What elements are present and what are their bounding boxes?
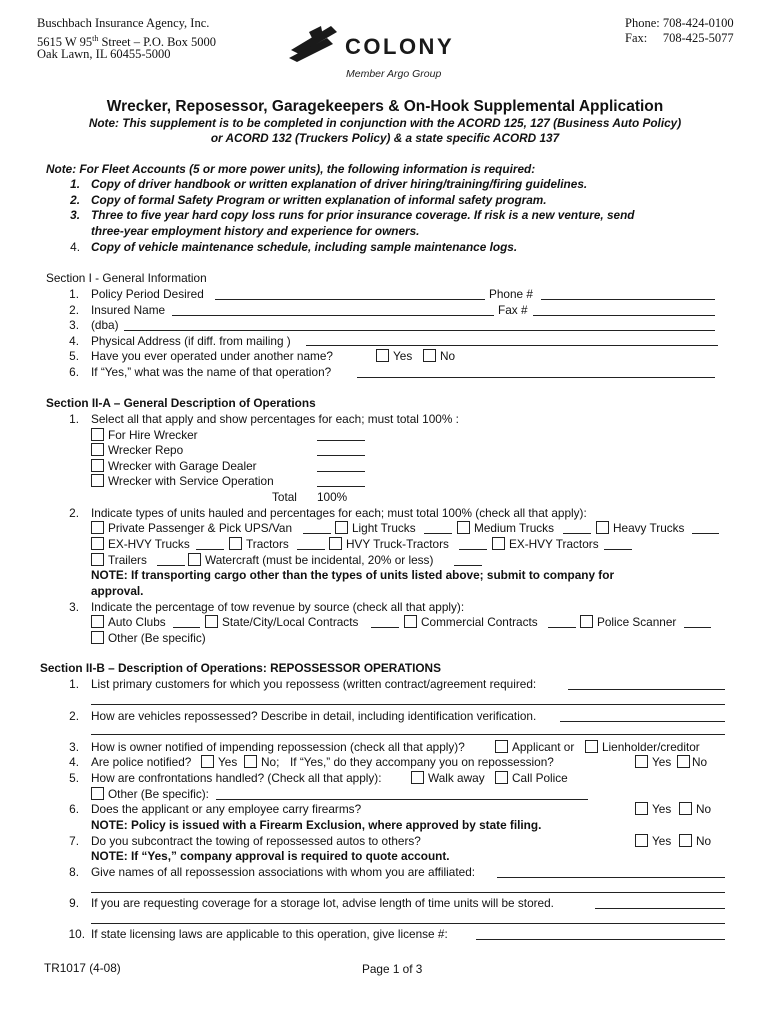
checkbox[interactable] <box>229 537 242 550</box>
associations-field[interactable] <box>497 877 725 878</box>
source-auto-clubs[interactable]: Auto Clubs <box>91 615 166 630</box>
pct-field[interactable] <box>173 627 200 628</box>
police-accompany-yes[interactable]: Yes <box>635 755 671 770</box>
primary-customers-field[interactable] <box>568 689 725 690</box>
pct-field[interactable] <box>196 549 224 550</box>
fleet-item: Copy of vehicle maintenance schedule, including sample maintenance logs. <box>91 240 518 254</box>
associations-label: Give names of all repossession associations with whom you are affiliated: <box>91 865 476 879</box>
agency-fax: Fax: 708-425-5077 <box>625 31 734 45</box>
phone-field[interactable] <box>541 299 715 300</box>
checkbox[interactable] <box>376 349 389 362</box>
agency-city: Oak Lawn, IL 60455-5000 <box>37 47 171 61</box>
pct-field[interactable] <box>604 549 632 550</box>
operation-name-field[interactable] <box>357 377 715 378</box>
checkbox[interactable] <box>335 521 348 534</box>
pct-field[interactable] <box>684 627 711 628</box>
firearms-yes[interactable]: Yes <box>635 802 671 817</box>
unit-hvy-truck-tractors[interactable]: HVY Truck-Tractors <box>329 537 449 552</box>
checkbox[interactable] <box>495 771 508 784</box>
checkbox[interactable] <box>91 631 104 644</box>
primary-customers-field-2[interactable] <box>91 704 725 705</box>
operation-name-label: If “Yes,” what was the name of that operation? <box>91 365 332 379</box>
confront-other-field[interactable] <box>216 799 588 800</box>
source-police-scanner[interactable]: Police Scanner <box>580 615 676 630</box>
opt-wrecker-garage-dealer[interactable]: Wrecker with Garage Dealer <box>91 459 257 474</box>
firearms-no[interactable]: No <box>679 802 711 817</box>
checkbox[interactable] <box>201 755 214 768</box>
operations-select-question: Select all that apply and show percentages for each; must total 100% : <box>91 412 459 426</box>
repossession-method-label: How are vehicles repossessed? Describe in detail, including identification verification. <box>91 709 537 723</box>
pct-field[interactable] <box>297 549 325 550</box>
checkbox[interactable] <box>91 443 104 456</box>
unit-trailers[interactable]: Trailers <box>91 553 147 568</box>
license-label: If state licensing laws are applicable to this operation, give license #: <box>91 927 448 941</box>
checkbox[interactable] <box>457 521 470 534</box>
checkbox[interactable] <box>91 459 104 472</box>
checkbox[interactable] <box>635 834 648 847</box>
confront-other[interactable]: Other (Be specific): <box>91 787 209 802</box>
fleet-item-number: 1. <box>70 177 80 191</box>
storage-lot-field-2[interactable] <box>91 923 725 924</box>
police-notified-no[interactable]: No; <box>244 755 279 770</box>
unit-tractors[interactable]: Tractors <box>229 537 289 552</box>
checkbox[interactable] <box>404 615 417 628</box>
colony-logo-text: COLONY <box>345 34 455 59</box>
police-accompany-no[interactable]: No <box>677 755 707 770</box>
police-notified-yes[interactable]: Yes <box>201 755 237 770</box>
pct-field[interactable] <box>563 533 591 534</box>
source-state-city-local[interactable]: State/City/Local Contracts <box>205 615 358 630</box>
police-notified-question: Are police notified? <box>91 755 192 769</box>
fleet-item: Copy of driver handbook or written explanation of driver hiring/training/firing guidelines. <box>91 177 588 191</box>
unit-light-trucks[interactable]: Light Trucks <box>335 521 416 536</box>
note-line-1: Note: This supplement is to be completed in conjunction with the ACORD 125, 127 (Business Auto Policy) <box>88 116 682 130</box>
fleet-item: three-year employment history and experience for owners. <box>91 224 420 238</box>
unit-heavy-trucks[interactable]: Heavy Trucks <box>596 521 684 536</box>
checkbox[interactable] <box>423 349 436 362</box>
cargo-note-line-1: NOTE: If transporting cargo other than the types of units listed above; submit to company for <box>91 568 615 582</box>
total-label: Total <box>272 490 297 504</box>
checkbox[interactable] <box>205 615 218 628</box>
unit-medium-trucks[interactable]: Medium Trucks <box>457 521 554 536</box>
agency-name: Buschbach Insurance Agency, Inc. <box>37 16 210 30</box>
subcontract-question: Do you subcontract the towing of repossessed autos to others? <box>91 834 421 848</box>
fleet-item: Copy of formal Safety Program or written explanation of informal safety program. <box>91 193 547 207</box>
section-2b-heading: Section II-B – Description of Operations: REPOSSESSOR OPERATIONS <box>40 661 441 675</box>
notify-lienholder[interactable]: Lienholder/creditor <box>585 740 700 755</box>
physical-address-label: Physical Address (if diff. from mailing ) <box>91 334 291 348</box>
checkbox[interactable] <box>91 474 104 487</box>
note-line-2: or ACORD 132 (Truckers Policy) & a state specific ACORD 137 <box>210 131 560 145</box>
phone-label: Phone # <box>489 287 533 301</box>
pct-field[interactable] <box>157 565 185 566</box>
checkbox[interactable] <box>679 802 692 815</box>
pct-field[interactable] <box>459 549 487 550</box>
unit-ex-hvy-tractors[interactable]: EX-HVY Tractors <box>492 537 599 552</box>
firearms-question: Does the applicant or any employee carry firearms? <box>91 802 362 816</box>
pct-field[interactable] <box>303 533 331 534</box>
pct-field[interactable] <box>317 471 365 472</box>
checkbox[interactable] <box>677 755 690 768</box>
fleet-item-number: 3. <box>70 208 80 222</box>
colony-logo-tagline: Member Argo Group <box>346 68 442 80</box>
form-id: TR1017 (4-08) <box>44 961 121 975</box>
primary-customers-label: List primary customers for which you repossess (written contract/agreement required: <box>91 677 537 691</box>
colony-logo-icon <box>287 24 339 64</box>
unit-private-passenger[interactable]: Private Passenger & Pick UPS/Van <box>91 521 292 536</box>
page-number: Page 1 of 3 <box>362 962 423 976</box>
checkbox[interactable] <box>492 537 505 550</box>
subcontract-no[interactable]: No <box>679 834 711 849</box>
other-name-no[interactable]: No <box>423 349 455 364</box>
checkbox[interactable] <box>679 834 692 847</box>
confront-walk-away[interactable]: Walk away <box>411 771 485 786</box>
other-name-yes[interactable]: Yes <box>376 349 412 364</box>
fax-field[interactable] <box>533 315 715 316</box>
cargo-note-line-2: approval. <box>91 584 144 598</box>
checkbox[interactable] <box>411 771 424 784</box>
fleet-item-number: 4. <box>70 240 80 254</box>
unit-watercraft[interactable]: Watercraft (must be incidental, 20% or less) <box>188 553 433 568</box>
storage-lot-field[interactable] <box>595 908 725 909</box>
pct-field[interactable] <box>424 533 452 534</box>
dba-label: (dba) <box>91 318 119 332</box>
total-value: 100% <box>317 490 348 504</box>
license-field[interactable] <box>476 939 725 940</box>
source-commercial[interactable]: Commercial Contracts <box>404 615 538 630</box>
checkbox[interactable] <box>91 521 104 534</box>
other-name-question: Have you ever operated under another name? <box>91 349 333 363</box>
checkbox[interactable] <box>91 787 104 800</box>
subcontract-yes[interactable]: Yes <box>635 834 671 849</box>
opt-for-hire-wrecker[interactable]: For Hire Wrecker <box>91 428 198 443</box>
checkbox[interactable] <box>244 755 257 768</box>
colony-logo <box>287 22 455 84</box>
page-title: Wrecker, Reposessor, Garagekeepers & On-Hook Supplemental Application <box>106 98 664 115</box>
pct-field[interactable] <box>548 627 576 628</box>
fleet-item-number: 2. <box>70 193 80 207</box>
section-2a-heading: Section II-A – General Description of Operations <box>46 396 316 410</box>
pct-field[interactable] <box>317 486 365 487</box>
fax-label: Fax # <box>498 303 528 317</box>
section-1-heading: Section I - General Information <box>46 271 207 285</box>
checkbox[interactable] <box>580 615 593 628</box>
fleet-note: Note: For Fleet Accounts (5 or more power units), the following information is required: <box>46 162 536 176</box>
firearms-note: NOTE: Policy is issued with a Firearm Exclusion, where approved by state filing. <box>91 818 542 832</box>
checkbox[interactable] <box>635 755 648 768</box>
notify-applicant[interactable]: Applicant or <box>495 740 574 755</box>
pct-field[interactable] <box>454 565 482 566</box>
agency-phone: Phone: 708-424-0100 <box>625 16 734 30</box>
checkbox[interactable] <box>495 740 508 753</box>
tow-revenue-question: Indicate the percentage of tow revenue by source (check all that apply): <box>91 600 465 614</box>
pct-field[interactable] <box>317 455 365 456</box>
policy-period-field[interactable] <box>215 299 485 300</box>
insured-name-label: Insured Name <box>91 303 166 317</box>
pct-field[interactable] <box>692 533 719 534</box>
storage-lot-label: If you are requesting coverage for a storage lot, advise length of time units will be stored. <box>91 896 554 910</box>
dba-field[interactable] <box>124 330 715 331</box>
checkbox[interactable] <box>635 802 648 815</box>
subcontract-note: NOTE: If “Yes,” company approval is required to quote account. <box>91 849 450 863</box>
confrontations-question: How are confrontations handled? (Check all that apply): <box>91 771 382 785</box>
checkbox[interactable] <box>585 740 598 753</box>
checkbox[interactable] <box>91 428 104 441</box>
repossession-method-field[interactable] <box>560 721 725 722</box>
opt-wrecker-repo[interactable]: Wrecker Repo <box>91 443 183 458</box>
owner-notified-question: How is owner notified of impending repossession (check all that apply)? <box>91 740 465 754</box>
checkbox[interactable] <box>91 615 104 628</box>
pct-field[interactable] <box>317 440 365 441</box>
confront-call-police[interactable]: Call Police <box>495 771 568 786</box>
agency-street: 5615 W 95th Street – P.O. Box 5000 <box>37 34 217 50</box>
pct-field[interactable] <box>371 627 399 628</box>
units-hauled-question: Indicate types of units hauled and percentages for each; must total 100% (check all that apply): <box>91 506 587 520</box>
checkbox[interactable] <box>329 537 342 550</box>
checkbox[interactable] <box>596 521 609 534</box>
police-accompany-question: If “Yes,” do they accompany you on repossession? <box>290 755 554 769</box>
checkbox[interactable] <box>188 553 201 566</box>
source-other[interactable]: Other (Be specific) <box>91 631 206 646</box>
repossession-method-field-2[interactable] <box>91 734 725 735</box>
policy-period-label: Policy Period Desired <box>91 287 204 301</box>
checkbox[interactable] <box>91 553 104 566</box>
insured-name-field[interactable] <box>172 315 494 316</box>
checkbox[interactable] <box>91 537 104 550</box>
opt-wrecker-service-operation[interactable]: Wrecker with Service Operation <box>91 474 274 489</box>
unit-ex-hvy-trucks[interactable]: EX-HVY Trucks <box>91 537 190 552</box>
associations-field-2[interactable] <box>91 892 725 893</box>
fleet-item: Three to five year hard copy loss runs for prior insurance coverage. If risk is a new venture, send <box>91 208 635 222</box>
physical-address-field[interactable] <box>306 345 718 346</box>
